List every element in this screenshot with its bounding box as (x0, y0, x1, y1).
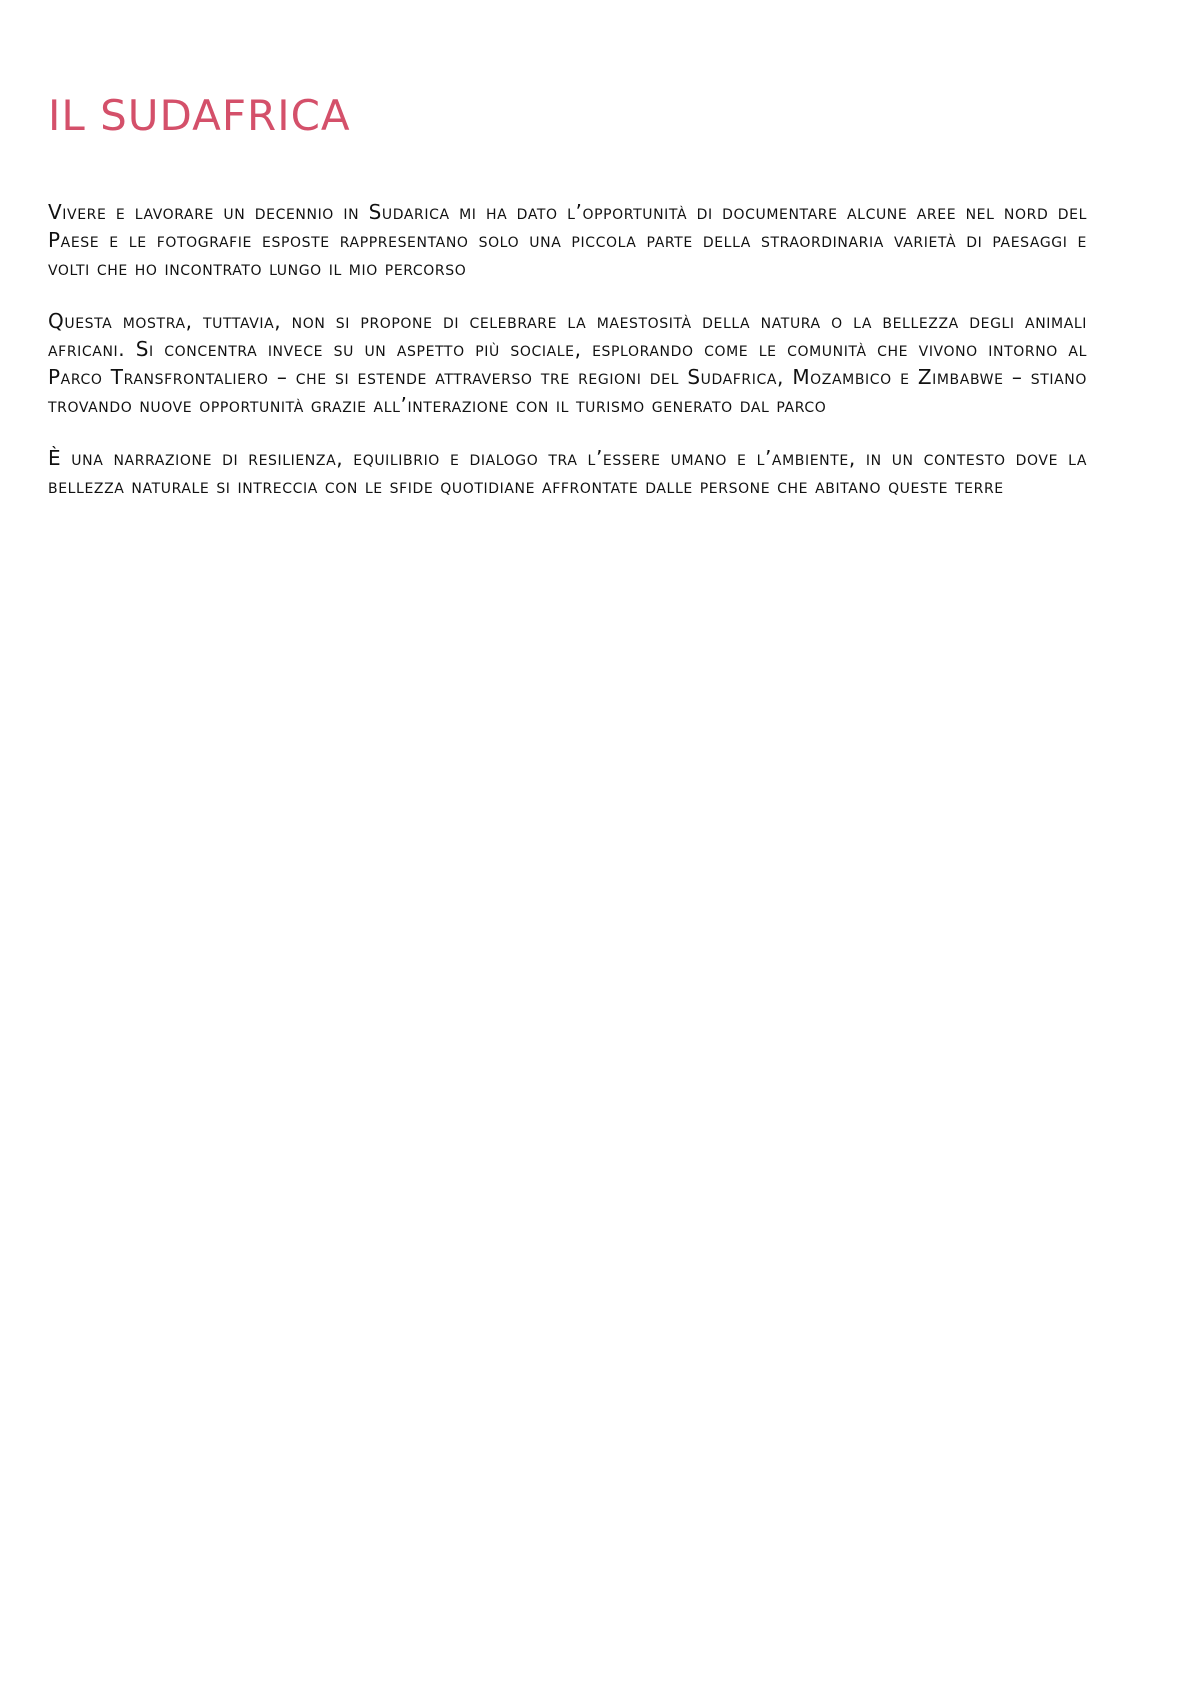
paragraph-exhibition: Questa mostra, tuttavia, non si propone di celebrare la maestosità della natura o la bellezza degli animali africani. Si concentra invece su un aspetto più sociale, esplorando come le comunità che vivono intorno al Parco Transfrontaliero – che si estende attraverso tre regioni del Sudafrica, Mozambico e Zimbabwe – stiano trovando nuove opportunità grazie all’interazione con il turismo generato dal parco (48, 309, 1087, 417)
body-text (48, 198, 1087, 500)
page-title: IL SUDAFRICA (48, 91, 351, 140)
paragraph-narrative: È una narrazione di resilienza, equilibrio e dialogo tra l’essere umano e l’ambiente, in un contesto dove la bellezza naturale si intreccia con le sfide quotidiane affrontate dalle persone che abitano queste terre (48, 446, 1087, 498)
paragraph-intro: Vivere e lavorare un decennio in Sudarica mi ha dato l’opportunità di documentare alcune aree nel nord del Paese e le fotografie esposte rappresentano solo una piccola parte della straordinaria varietà di paesaggi e volti che ho incontrato lungo il mio percorso (48, 200, 1087, 280)
